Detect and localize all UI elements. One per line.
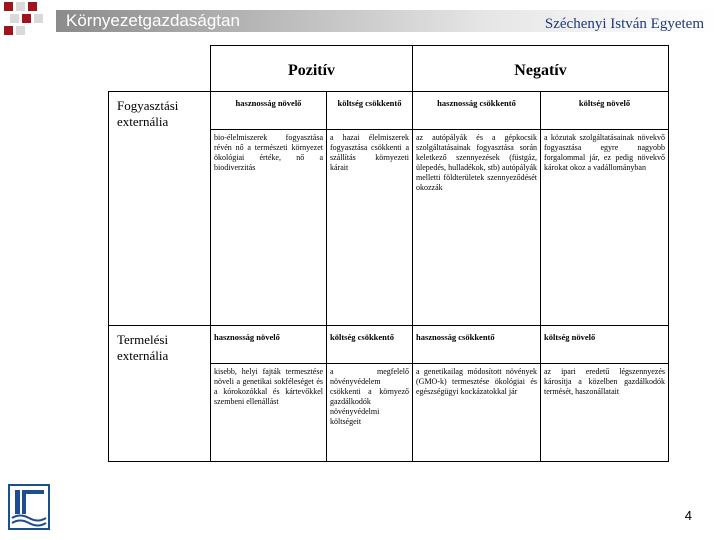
header-title: Környezetgazdaságtan [66, 11, 240, 30]
subhead: költség növelő [541, 92, 669, 130]
group-negative: Negatív [413, 46, 669, 92]
subhead: hasznosság növelő [211, 326, 327, 364]
table-cell: az autópályák és a gépkocsik szolgáltatásainak fogyasztása során keletkező szennyezések (füstgáz, ülepedés, hulladékok, stb) autópályák melletti földterületek szennyeződését okozzák [413, 130, 541, 326]
page-number: 4 [684, 508, 692, 523]
university-name: Széchenyi István Egyetem [544, 16, 704, 32]
table-cell: a hazai élelmiszerek fogyasztása csökkenti a szállítás környezeti kárait [327, 130, 413, 326]
table-cell: a genetikailag módosított növények (GMO-k) termesztése ökológiai és egészségügyi kockázatokkal jár [413, 364, 541, 462]
subhead: költség csökkentő [327, 92, 413, 130]
subhead: hasznosság növelő [211, 92, 327, 130]
table-cell: a közutak szolgáltatásainak növekvő fogyasztása egyre nagyobb forgalommal jár, ez pedig növekvő károkat okoz a vadállományban [541, 130, 669, 326]
header-decoration [0, 0, 60, 40]
table-cell: kisebb, helyi fajták termesztése növeli a genetikai sokféleséget és a kórokozókkal és kártevőkkel szembeni ellenállást [211, 364, 327, 462]
subhead: költség csökkentő [327, 326, 413, 364]
subhead: költség növelő [541, 326, 669, 364]
subhead: hasznosság csökkentő [413, 326, 541, 364]
university-logo-icon [8, 484, 50, 530]
group-positive: Pozitív [211, 46, 413, 92]
row-label-production: Termelési externália [109, 326, 211, 462]
table-cell: bio-élelmiszerek fogyasztása révén nő a természeti környezet ökológiai értéke, nő a biodiverzitás [211, 130, 327, 326]
table-corner [109, 46, 211, 92]
table-cell: a megfelelő növényvédelem csökkenti a környező gazdálkodók növényvédelmi költségeit [327, 364, 413, 462]
externality-table [108, 45, 669, 462]
row-label-consumption: Fogyasztási externália [109, 92, 211, 326]
subhead: hasznosság csökkentő [413, 92, 541, 130]
table-cell: az ipari eredetű légszennyezés károsítja a közelben gazdálkodók termését, haszonállatait [541, 364, 669, 462]
